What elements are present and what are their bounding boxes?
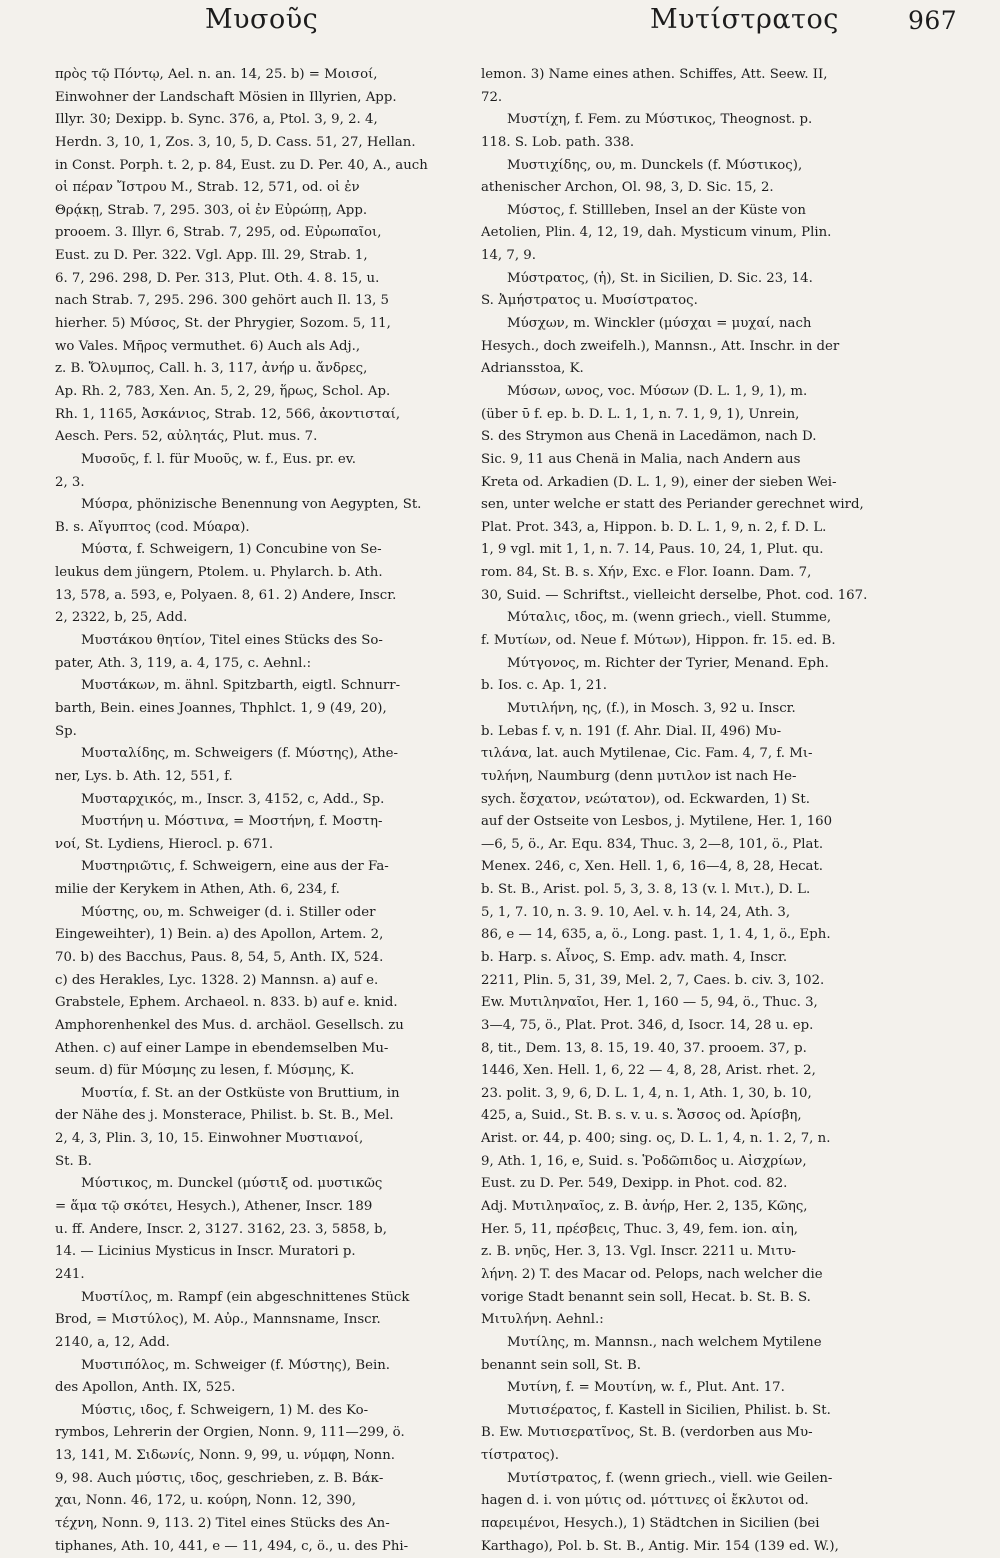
text-line: 23. polit. 3, 9, 6, D. L. 1, 4, n. 1, Ath. 1, 30, b. 10, — [481, 1085, 812, 1101]
text-line: οἱ πέραν Ἴστρου Μ., Strab. 12, 571, od. οἱ ἐν — [55, 180, 360, 196]
text-line: 241. — [55, 1266, 85, 1282]
text-line: c) des Herakles, Lyc. 1328. 2) Mannsn. a) auf e. — [55, 972, 379, 988]
text-line: τέχνη, Nonn. 9, 113. 2) Titel eines Stücks des An- — [55, 1516, 390, 1531]
text-line: Ew. Μυτιληναῖοι, Her. 1, 160 — 5, 94, ö., Thuc. 3, — [481, 995, 818, 1011]
text-line: des Apollon, Anth. IX, 525. — [55, 1380, 236, 1396]
text-line: Menex. 246, c, Xen. Hell. 1, 6, 16—4, 8, 28, Hecat. — [481, 859, 824, 875]
text-line: Aesch. Pers. 52, αὐλητάς, Plut. mus. 7. — [55, 429, 318, 445]
text-line: τίστρατος). — [481, 1448, 560, 1464]
text-line: πρὸς τῷ Πόντῳ, Ael. n. an. 14, 25. b) = Μοισοί, — [55, 67, 378, 82]
text-line: S. des Strymon aus Chenä in Lacedämon, nach D. — [481, 429, 817, 445]
text-line: Hesych., doch zweifelh.), Mannsn., Att. Inschr. in der — [481, 338, 840, 354]
text-line: vorige Stadt benannt sein soll, Hecat. b. St. B. S. — [481, 1289, 811, 1305]
text-line: Μυτισέρατος, f. Kastell in Sicilien, Philist. b. St. — [507, 1402, 831, 1418]
text-line: 2211, Plin. 5, 31, 39, Mel. 2, 7, Caes. b. civ. 3, 102. — [481, 972, 825, 988]
text-line: u. ff. Andere, Inscr. 2, 3127. 3162, 23. 3, 5858, b, — [55, 1221, 387, 1237]
text-line: Μυστιχίδης, ου, m. Dunckels (f. Μύστικος), — [507, 157, 803, 173]
running-head-left: Μυσοῦς — [205, 4, 319, 35]
text-line: B. Ew. Μυτισερατῖνος, St. B. (verdorben aus Μυ- — [481, 1425, 813, 1441]
text-line: rom. 84, St. B. s. Χήν, Exc. e Flor. Ioann. Dam. 7, — [481, 565, 812, 581]
text-line: Μυσταρχικός, m., Inscr. 3, 4152, c, Add., Sp. — [81, 791, 385, 807]
text-line: 9, 98. Auch μύστις, ιδος, geschrieben, z. B. Βάκ- — [55, 1470, 384, 1486]
text-line: Θρᾴκῃ, Strab. 7, 295. 303, οἱ ἐν Εὐρώπῃ, App. — [55, 202, 368, 218]
text-line: auf der Ostseite von Lesbos, j. Mytilene, Her. 1, 160 — [481, 814, 833, 830]
text-line: 5, 1, 7. 10, n. 3. 9. 10, Ael. v. h. 14, 24, Ath. 3, — [481, 904, 791, 920]
text-line: —6, 5, ö., Ar. Equ. 834, Thuc. 3, 2—8, 101, ö., Plat. — [481, 836, 824, 852]
text-line: Amphorenhenkel des Mus. d. archäol. Gesellsch. zu — [55, 1017, 404, 1033]
text-line: hierher. 5) Μύσος, St. der Phrygier, Sozom. 5, 11, — [55, 316, 391, 332]
text-line: Aetolien, Plin. 4, 12, 19, dah. Mysticum vinum, Plin. — [481, 225, 832, 241]
text-line: S. Ἀμήστρατος u. Μυσίστρατος. — [481, 293, 698, 309]
text-line: (über ῡ f. ep. b. D. L. 1, 1, n. 7. 1, 9, 1), Unrein, — [481, 406, 800, 422]
text-line: nach Strab. 7, 295. 296. 300 gehört auch Il. 13, 5 — [55, 293, 390, 309]
text-line: 2, 4, 3, Plin. 3, 10, 15. Einwohner Μυστιανοί, — [55, 1131, 364, 1147]
text-line: 3—4, 75, ö., Plat. Prot. 346, d, Isocr. 14, 28 u. ep. — [481, 1017, 814, 1033]
text-line: f. Μυτίων, od. Neue f. Μύτων), Hippon. fr. 15. ed. B. — [481, 633, 836, 649]
text-line: Μύσχων, m. Winckler (μύσχαι = μυχαί, nach — [507, 316, 812, 332]
text-line: z. B. Ὄλυμπος, Call. h. 3, 117, ἀνήρ u. ἄνδρες, — [55, 361, 368, 377]
text-line: Μύστης, ου, m. Schweiger (d. i. Stiller oder — [81, 904, 376, 920]
text-line: milie der Kerykem in Athen, Ath. 6, 234, f. — [55, 882, 340, 898]
text-line: Μύσων, ωνος, voc. Μύσων (D. L. 1, 9, 1), m. — [507, 383, 808, 399]
text-line: Grabstele, Ephem. Archaeol. n. 833. b) auf e. knid. — [55, 995, 398, 1011]
text-line: 8, tit., Dem. 13, 8. 15, 19. 40, 37. prooem. 37, p. — [481, 1040, 807, 1056]
text-line: sen, unter welche er statt des Periander gerechnet wird, — [481, 497, 864, 513]
text-line: Karthago), Pol. b. St. B., Antig. Mir. 154 (139 ed. W.), — [481, 1538, 839, 1554]
text-line: leukus dem jüngern, Ptolem. u. Phylarch. b. Ath. — [55, 565, 383, 581]
text-line: Μυστίχη, f. Fem. zu Μύστικος, Theognost. p. — [507, 112, 813, 128]
text-line: τιλάνα, lat. auch Mytilenae, Cic. Fam. 4, 7, f. Μι- — [481, 746, 813, 762]
text-line: Μυστιπόλος, m. Schweiger (f. Μύστης), Bein. — [81, 1357, 391, 1373]
text-line: παρειμένοι, Hesych.), 1) Städtchen in Sicilien (bei — [481, 1516, 820, 1531]
text-line: b. St. B., Arist. pol. 5, 3, 3. 8, 13 (v. l. Μιτ.), D. L. — [481, 882, 811, 898]
text-line: b. Harp. s. Αἶνος, S. Emp. adv. math. 4, Inscr. — [481, 949, 788, 965]
text-line: 1446, Xen. Hell. 1, 6, 22 — 4, 8, 28, Arist. rhet. 2, — [481, 1063, 816, 1079]
text-line: 13, 141, M. Σιδωνίς, Nonn. 9, 99, u. νύμφη, Nonn. — [55, 1448, 395, 1464]
text-line: 2, 2322, b, 25, Add. — [55, 610, 188, 626]
text-line: Μυτίνη, f. = Μουτίνη, w. f., Plut. Ant. 17. — [507, 1380, 785, 1396]
text-line: νοί, St. Lydiens, Hierocl. p. 671. — [55, 836, 274, 852]
text-line: sych. ἔσχατον, νεώτατον), od. Eckwarden, 1) St. — [481, 791, 810, 807]
text-line: Adriansstoa, K. — [481, 361, 584, 377]
text-line: Ap. Rh. 2, 783, Xen. An. 5, 2, 29, ἥρως, Schol. Ap. — [55, 383, 391, 399]
text-line: Μύσρα, phönizische Benennung von Aegypten, St. — [81, 497, 422, 513]
text-line: Brod, = Μιστύλος), Μ. Αὐρ., Mannsname, Inscr. — [55, 1312, 381, 1328]
text-line: Athen. c) auf einer Lampe in ebendemselben Mu- — [55, 1040, 389, 1056]
text-line: Eingeweihter), 1) Bein. a) des Apollon, Artem. 2, — [55, 927, 384, 943]
text-line: Her. 5, 11, πρέσβεις, Thuc. 3, 49, fem. ion. αἰη, — [481, 1221, 799, 1237]
text-line: 70. b) des Bacchus, Paus. 8, 54, 5, Anth. IX, 524. — [55, 949, 384, 965]
text-line: z. B. νηῦς, Her. 3, 13. Vgl. Inscr. 2211 u. Μιτυ- — [481, 1244, 796, 1260]
text-line: b. Ios. c. Ap. 1, 21. — [481, 678, 608, 694]
text-line: Μυστάκου θητίον, Titel eines Stücks des So- — [81, 633, 383, 649]
text-line: Μύστος, f. Stillleben, Insel an der Küste von — [507, 202, 806, 218]
text-line: Adj. Μυτιληναῖος, z. B. ἀνήρ, Her. 2, 135, Κῶης, — [481, 1199, 808, 1215]
text-line: 72. — [481, 89, 503, 105]
text-line: λήνη. 2) T. des Macar od. Pelops, nach welcher die — [481, 1266, 823, 1282]
text-line: pater, Ath. 3, 119, a. 4, 175, c. Aehnl.: — [55, 655, 312, 671]
text-line: b. Lebas f. v, n. 191 (f. Ahr. Dial. II, 496) Μυ- — [481, 723, 782, 739]
text-line: lemon. 3) Name eines athen. Schiffes, Att. Seew. II, — [481, 67, 828, 82]
text-line: Sp. — [55, 723, 77, 739]
text-line: Μυστηριῶτις, f. Schweigern, eine aus der Fa- — [81, 859, 389, 875]
text-line: Sic. 9, 11 aus Chenä in Malia, nach Andern aus — [481, 451, 801, 467]
text-line: 13, 578, a. 593, e, Polyaen. 8, 61. 2) Andere, Inscr. — [55, 587, 397, 603]
text-line: B. s. Αἴγυπτος (cod. Μύαρα). — [55, 519, 250, 535]
text-line: Μυστήνη u. Μόστινα, = Μοστήνη, f. Μοστη- — [81, 814, 383, 830]
text-line: Μύτγονος, m. Richter der Tyrier, Menand. Eph. — [507, 655, 829, 671]
left-column — [55, 64, 473, 1558]
text-line: 118. S. Lob. path. 338. — [481, 134, 635, 150]
text-line: Μυτίστρατος, f. (wenn griech., viell. wie Geilen- — [507, 1470, 833, 1486]
text-line: 2140, a, 12, Add. — [55, 1334, 170, 1350]
text-line: = ἅμα τῷ σκότει, Hesych.), Athener, Inscr. 189 — [55, 1199, 373, 1215]
text-line: Μιτυλήνη. Aehnl.: — [481, 1312, 604, 1328]
text-line: Μυστάκων, m. ähnl. Spitzbarth, eigtl. Schnurr- — [81, 678, 401, 694]
text-line: St. B. — [55, 1153, 92, 1169]
text-line: Arist. or. 44, p. 400; sing. ος, D. L. 1, 4, n. 1. 2, 7, n. — [481, 1131, 831, 1147]
text-line: 2, 3. — [55, 474, 85, 490]
text-line: Herdn. 3, 10, 1, Zos. 3, 10, 5, D. Cass. 51, 27, Hellan. — [55, 134, 416, 150]
running-head-right: Μυτίστρατος — [650, 4, 839, 35]
text-line: 9, Ath. 1, 16, e, Suid. s. Ῥοδῶπιδος u. Αἰσχρίων, — [481, 1153, 807, 1169]
text-line: 30, Suid. — Schriftst., vielleicht derselbe, Phot. cod. 167. — [481, 587, 868, 603]
text-line: Μύστρατος, (ἡ), St. in Sicilien, D. Sic. 23, 14. — [507, 270, 813, 286]
text-line: Μύταλις, ιδος, m. (wenn griech., viell. Stumme, — [507, 610, 832, 626]
text-line: seum. d) für Μύσμης zu lesen, f. Μύσμης, K. — [55, 1063, 355, 1079]
text-line: Illyr. 30; Dexipp. b. Sync. 376, a, Ptol. 3, 9, 2. 4, — [55, 112, 378, 128]
text-line: 1, 9 vgl. mit 1, 1, n. 7. 14, Paus. 10, 24, 1, Plut. qu. — [481, 542, 824, 558]
text-line: Μυσταλίδης, m. Schweigers (f. Μύστης), Athe- — [81, 746, 399, 762]
text-line: 86, e — 14, 635, a, ö., Long. past. 1, 1. 4, 1, ö., Eph. — [481, 927, 831, 943]
text-line: Eust. zu D. Per. 322. Vgl. App. Ill. 29, Strab. 1, — [55, 248, 368, 264]
text-line: Plat. Prot. 343, a, Hippon. b. D. L. 1, 9, n. 2, f. D. L. — [481, 519, 827, 535]
text-line: wo Vales. Μῆρος vermuthet. 6) Auch als Adj., — [55, 338, 361, 354]
text-line: barth, Bein. eines Joannes, Thphlct. 1, 9 (49, 20), — [55, 700, 387, 716]
text-line: Rh. 1, 1165, Ἀσκάνιος, Strab. 12, 566, ἀκοντισταί, — [55, 406, 401, 422]
text-line: Kreta od. Arkadien (D. L. 1, 9), einer der sieben Wei- — [481, 474, 837, 490]
text-line: 425, a, Suid., St. B. s. v. u. s. Ἄσσος od. Ἀρίσβη, — [481, 1108, 802, 1124]
text-line: χαι, Nonn. 46, 172, u. κούρη, Nonn. 12, 390, — [55, 1493, 356, 1509]
text-line: hagen d. i. von μύτις od. μόττινες οἱ ἔκλυτοι od. — [481, 1493, 809, 1509]
text-line: Μυτιλήνη, ης, (f.), in Mosch. 3, 92 u. Inscr. — [507, 700, 796, 716]
text-line: benannt sein soll, St. B. — [481, 1357, 641, 1373]
text-line: τυλήνη, Naumburg (denn μυτιλον ist nach He- — [481, 768, 797, 784]
text-line: Einwohner der Landschaft Mösien in Illyrien, App. — [55, 89, 397, 105]
text-line: der Nähe des j. Monsterace, Philist. b. St. B., Mel. — [55, 1108, 394, 1124]
text-line: Eust. zu D. Per. 549, Dexipp. in Phot. cod. 82. — [481, 1176, 788, 1192]
text-line: in Const. Porph. t. 2, p. 84, Eust. zu D. Per. 40, A., auch — [55, 157, 428, 173]
right-column — [481, 64, 953, 1558]
text-line: Μυτίλης, m. Mannsn., nach welchem Mytilene — [507, 1334, 822, 1350]
text-line: Μυσοῦς, f. l. für Μυοῦς, w. f., Eus. pr. ev. — [81, 451, 356, 467]
text-line: 6. 7, 296. 298, D. Per. 313, Plut. Oth. 4. 8. 15, u. — [55, 270, 380, 286]
text-line: 14, 7, 9. — [481, 248, 536, 264]
page-number: 967 — [908, 6, 958, 35]
text-line: ner, Lys. b. Ath. 12, 551, f. — [55, 768, 233, 784]
text-line: Μυστία, f. St. an der Ostküste von Bruttium, in — [81, 1085, 400, 1101]
text-line: rymbos, Lehrerin der Orgien, Nonn. 9, 111—299, ö. — [55, 1425, 405, 1441]
text-line: prooem. 3. Illyr. 6, Strab. 7, 295, od. Εὐρωπαῖοι, — [55, 225, 382, 241]
text-line: 14. — Licinius Mysticus in Inscr. Muratori p. — [55, 1244, 356, 1260]
text-line: Μυστίλος, m. Rampf (ein abgeschnittenes Stück — [81, 1289, 410, 1305]
text-line: Μύστις, ιδος, f. Schweigern, 1) M. des Ko- — [81, 1402, 369, 1418]
text-line: Μύστικος, m. Dunckel (μύστιξ od. μυστικῶς — [81, 1176, 383, 1192]
text-line: Μύστα, f. Schweigern, 1) Concubine von Se- — [81, 542, 382, 558]
text-line: athenischer Archon, Ol. 98, 3, D. Sic. 15, 2. — [481, 180, 774, 196]
text-line: tiphanes, Ath. 10, 441, e — 11, 494, c, ö., u. des Phi- — [55, 1538, 409, 1554]
